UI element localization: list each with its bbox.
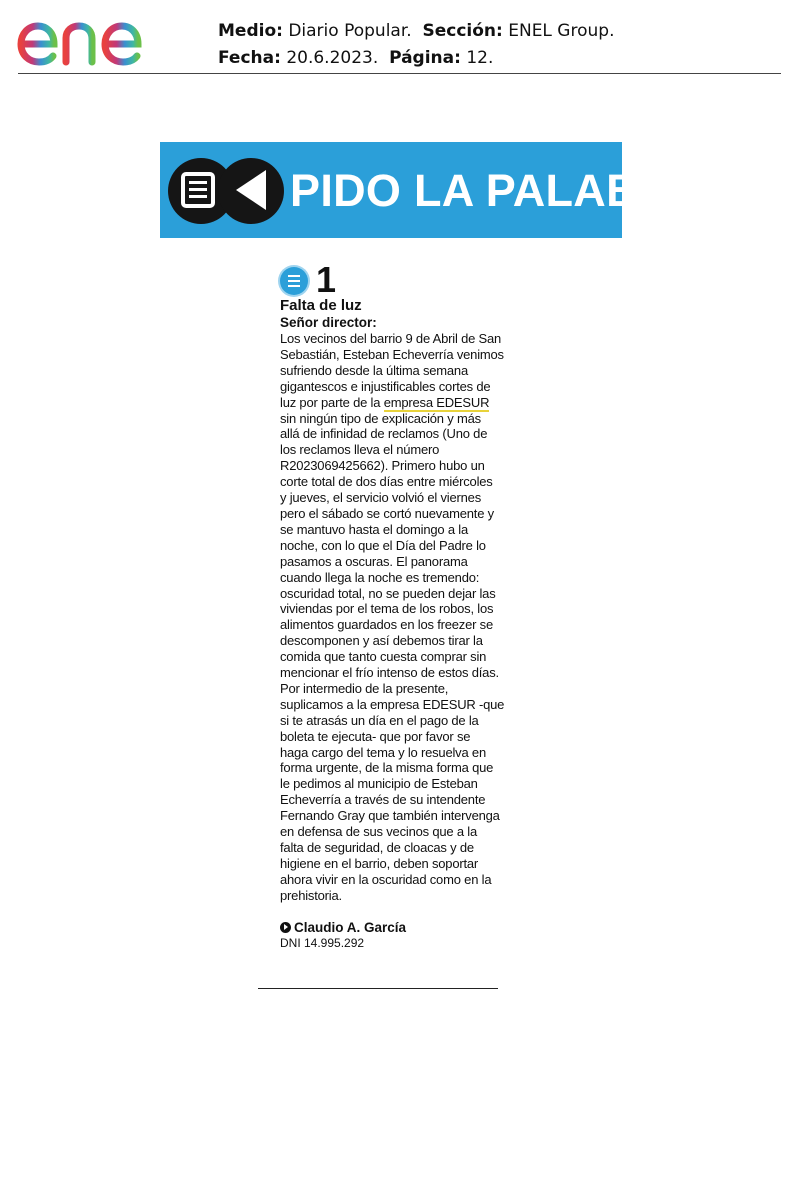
pagina-value: 12. <box>466 48 494 68</box>
triangle-left-icon <box>236 170 266 210</box>
document-header <box>0 0 800 80</box>
enel-logo <box>16 4 186 70</box>
pagina-label: Página: <box>389 48 461 68</box>
letter-salutation: Señor director: <box>280 315 377 330</box>
meta-line-1 <box>218 18 614 45</box>
signature-name: Claudio A. García <box>294 919 407 935</box>
section-banner <box>160 142 705 238</box>
banner-title: PIDO LA PALABRA <box>290 165 705 216</box>
reader-letter <box>280 259 505 951</box>
fecha-value: 20.6.2023. <box>286 48 379 68</box>
seccion-value: ENEL Group. <box>508 21 615 41</box>
letter-body-part-2: sin ningún tipo de explicación y más allá de infinidad de reclamos (Uno de los reclamos lleva el número R2023069425662). Primero hubo un corte total de dos días entre miércoles y jueves, el servicio volvió el viernes pero el sábado se cortó nuevamente y se mantuvo hasta el domingo a la noche, con lo que el Día del Padre lo pasamos a oscuras. El panorama cuando llega la noche es tremendo: oscuridad total, no se pueden dejar las viviendas por el tema de los robos, los alimentos guardados en los freezer se descomponen y así debemos tirar la comida que tanto cuesta comprar sin mencionar el frío intenso de estos días. Por intermedio de la presente, suplicamos a la empresa EDESUR -que si te atrasás un día en el pago de la boleta te ejecuta- que por favor se haga cargo del tema y lo resuelva en forma urgente, de la misma forma que le pedimos al municipio de Esteban Echeverría a través de su intendente Fernando Gray que también intervenga en defensa de sus vecinos que a la falta de seguridad, de cloacas y de higiene en el barrio, deben soportar ahora vivir en la oscuridad como en la prehistoria. <box>280 410 505 903</box>
letter-headline: Falta de luz <box>280 297 362 314</box>
header-divider <box>18 73 781 74</box>
document-icon <box>181 172 215 208</box>
seccion-label: Sección: <box>422 21 503 41</box>
signature-dni: DNI 14.995.292 <box>280 935 365 950</box>
highlighted-text: empresa EDESUR <box>383 394 490 410</box>
letter-signature <box>280 920 505 936</box>
fecha-label: Fecha: <box>218 48 281 68</box>
meta-line-2 <box>218 45 614 72</box>
medio-label: Medio: <box>218 21 283 41</box>
letter-document-icon <box>280 267 308 295</box>
letter-end-rule <box>258 988 498 989</box>
letter-body <box>280 331 505 904</box>
letter-number-row <box>280 259 505 300</box>
publication-meta <box>218 18 614 72</box>
letter-body-part-1: Los vecinos del barrio 9 de Abril de San Sebastián, Esteban Echeverría venimos sufriendo desde la última semana gigantescos e injustificables cortes de luz por parte de la <box>280 331 504 410</box>
play-arrow-icon <box>280 922 291 933</box>
medio-value: Diario Popular. <box>288 21 412 41</box>
letter-number: 1 <box>316 259 337 300</box>
